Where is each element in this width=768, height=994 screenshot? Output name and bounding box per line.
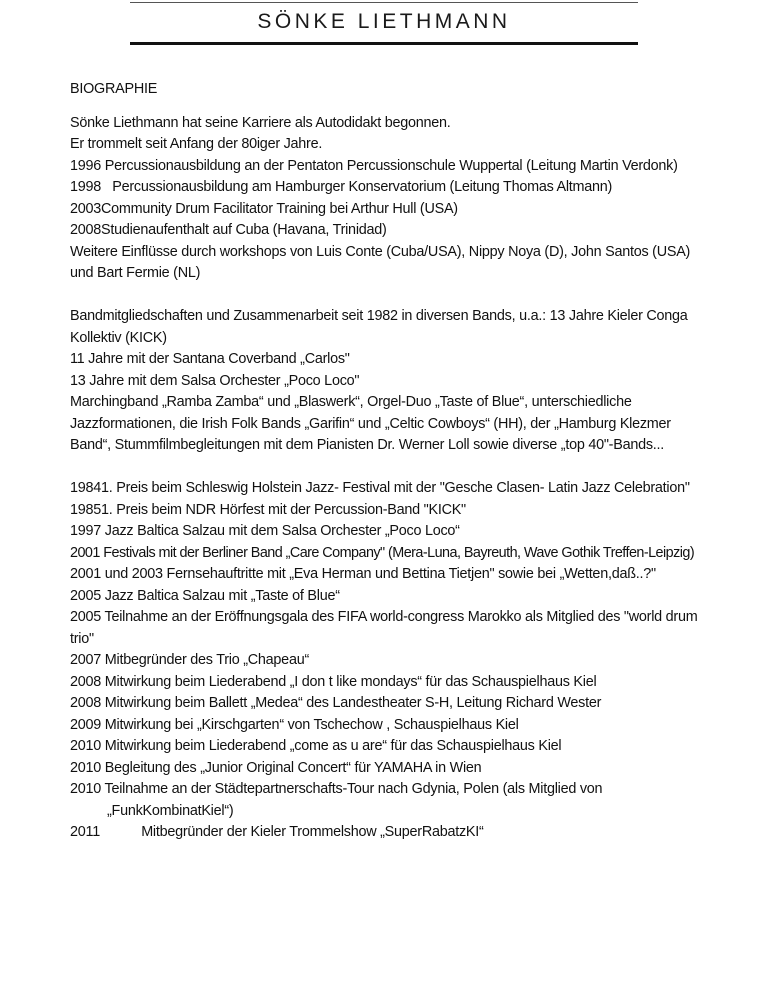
entry-text: Jazz Baltica Salzau mit „Taste of Blue“ [104,587,340,604]
entry-text: Mitbegründer des Trio „Chapeau“ [104,652,309,668]
bands-line: 11 Jahre mit der Santana Coverband „Carlos" [70,351,350,367]
entry-text: Begleitung des „Junior Original Concert“ für YAMAHA in Wien [104,759,482,776]
entry-year: 2010 [70,781,102,797]
event-entry [70,736,710,758]
entry-text: Studienaufenthalt auf Cuba (Havana, Trinidad) [101,222,387,238]
education-entry [70,199,710,221]
page-header [130,0,638,46]
education-entry [70,177,710,199]
entry-year: 1985 [70,501,102,518]
entry-text: Mitbegründer der Kieler Trommelshow „SuperRabatzKI“ [141,824,484,840]
event-entry [70,779,710,822]
event-entry [70,543,710,565]
header-bottom-rule [130,42,638,45]
entry-text: Mitwirkung beim Liederabend „I don t like mondays“ für das Schauspielhaus Kiel [104,673,597,690]
entry-year: 2010 [70,738,102,754]
entry-text: Festivals mit der Berliner Band „Care Company" (Mera-Luna, Bayreuth, Wave Gothik Treffen-Leipzig) [103,544,695,561]
section-heading: BIOGRAPHIE [70,81,158,97]
header-top-rule [130,2,638,3]
entry-year: 2001 [70,544,100,561]
entry-text: Jazz Baltica Salzau mit dem Salsa Orchester „Poco Loco“ [104,523,460,539]
influences-paragraph: Weitere Einflüsse durch workshops von Luis Conte (Cuba/USA), Nippy Noya (D), John Santos (USA) und Bart Fermie (NL) [70,243,691,281]
entry-year: 1998 [70,179,102,195]
entry-text: Mitwirkung beim Liederabend „come as u are“ für das Schauspielhaus Kiel [104,738,562,754]
entry-year: 2010 [70,759,102,776]
entry-year: 1996 [70,157,102,174]
entry-text: Percussionausbildung an der Pentaton Percussionschule Wuppertal (Leitung Martin Verdonk) [104,157,678,174]
paragraph-gap [70,457,710,479]
entry-text: Teilnahme an der Eröffnungsgala des FIFA world-congress Marokko als Mitglied des "world drum trio" [70,609,698,647]
entry-year: 2008 [70,222,102,238]
bands-line: 13 Jahre mit dem Salsa Orchester „Poco Loco" [70,372,360,389]
event-entry [70,521,710,543]
entry-text: 1. Preis beim Schleswig Holstein Jazz- Festival mit der "Gesche Clasen- Latin Jazz Celebration" [101,480,690,496]
entry-text: Mitwirkung beim Ballett „Medea“ des Landestheater S-H, Leitung Richard Wester [104,695,602,711]
entry-year: 2003 [70,200,102,217]
entry-text: Mitwirkung bei „Kirschgarten“ von Tschechow , Schauspielhaus Kiel [104,716,519,733]
entry-year: 2005 [70,609,102,625]
event-entry [70,607,710,650]
entry-year: 2008 [70,673,102,690]
entry-year: 2007 [70,652,102,668]
event-entry [70,500,710,522]
entry-year: 1997 [70,523,102,539]
entry-text: Percussionausbildung am Hamburger Konservatorium (Leitung Thomas Altmann) [112,179,613,195]
event-entry [70,564,710,586]
entry-year: 2011 [70,824,100,840]
intro-line: Sönke Liethmann hat seine Karriere als Autodidakt begonnen. [70,114,451,131]
event-entry [70,693,710,715]
entry-text: und 2003 Fernsehauftritte mit „Eva Herman und Bettina Tietjen" sowie bei „Wetten,daß..?" [104,566,656,582]
bands-paragraph: Marchingband „Ramba Zamba“ und „Blaswerk“, Orgel-Duo „Taste of Blue“, unterschiedliche Jazzformationen, die Irish Folk Bands „Garifin“ und „Celtic Cowboys“ (HH), der „Hamburg Klezmer Band“, Stummfilmbegleitungen mit dem Pianisten Dr. Werner Loll sowie diverse „top 40"-Bands... [70,394,671,453]
event-entry [70,478,710,500]
page-title: SÖNKE LIETHMANN [257,10,511,33]
education-entry [70,156,710,178]
entry-year: 2001 [70,566,102,582]
event-entry [70,650,710,672]
event-entry [70,822,710,844]
event-entry [70,758,710,780]
paragraph-gap [70,285,710,307]
event-entry [70,586,710,608]
event-entry [70,715,710,737]
entry-text: 1. Preis beim NDR Hörfest mit der Percussion-Band "KICK" [101,501,466,518]
entry-year: 2005 [70,587,102,604]
education-entry [70,220,710,242]
entry-text: Teilnahme an der Städtepartnerschafts-Tour nach Gdynia, Polen (als Mitglied von „FunkKombinatKiel“) [104,781,603,819]
entry-year: 1984 [70,480,102,496]
bands-paragraph: Bandmitgliedschaften und Zusammenarbeit seit 1982 in diversen Bands, u.a.: 13 Jahre Kieler Conga Kollektiv (KICK) [70,308,688,346]
entry-year: 2008 [70,695,102,711]
biography-content [70,79,710,844]
entry-year: 2009 [70,716,102,733]
entry-text: Community Drum Facilitator Training bei Arthur Hull (USA) [101,200,458,217]
event-entry [70,672,710,694]
intro-line: Er trommelt seit Anfang der 80iger Jahre. [70,136,323,152]
